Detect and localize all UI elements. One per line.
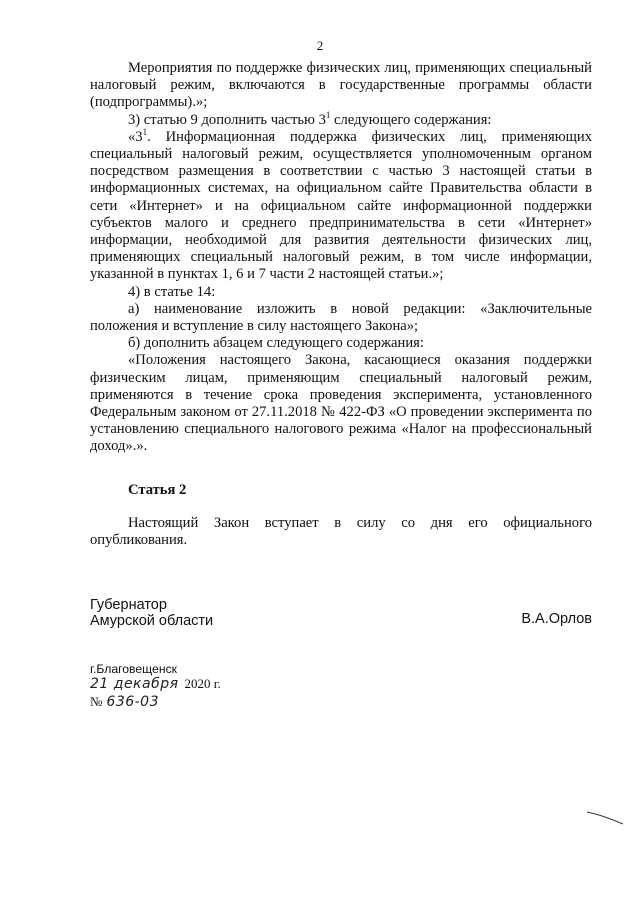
date-year: 2020 г.: [184, 676, 221, 691]
signatory-title: [90, 597, 213, 629]
signatory-name: В.А.Орлов: [521, 611, 592, 627]
law-text-body: [90, 60, 592, 456]
number-sign: №: [90, 694, 103, 709]
article-2-text: Настоящий Закон вступает в силу со дня его официального опубликования.: [90, 515, 592, 549]
part31-text: . Информационная поддержка физических лиц, применяющих специальный налоговый режим, осуществляется уполномоченным органом посредством размещения в соответствии с частью 3 настоящей статьи в информационных системах, на официальном сайте Правительства области в сети «Интернет» и на официальном сайте информационной поддержки субъектов малого и среднего предпринимательства в сети «Интернет» информации, необходимой для развития деятельности физических лиц, применяющих специальный налоговый режим, в том числе информации, указанной в пунктах 1, 6 и 7 части 2 настоящей статьи.»;: [90, 128, 592, 283]
handwritten-date: 21 декабря: [90, 676, 179, 692]
paragraph-experiment: «Положения настоящего Закона, касающиеся оказания поддержки физическим лицам, применяющим специальный налоговый режим, применяются в течение срока проведения эксперимента, установленного Федеральным законом от 27.11.2018 № 422-ФЗ «О проведении эксперимента по установлению специального налогового режима «Налог на профессиональный доход».».: [90, 352, 592, 455]
article9-text-pre: 3) статью 9 дополнить частью 3: [128, 111, 326, 128]
signing-date: [90, 676, 221, 692]
signatory-region: Амурской области: [90, 613, 214, 629]
paragraph-rename: а) наименование изложить в новой редакции: «Заключительные положения и вступление в силу настоящего Закона»;: [90, 300, 592, 335]
paragraph-article14: 4) в статье 14:: [128, 283, 216, 300]
superscript: 1: [142, 126, 148, 137]
part31-prefix: «3: [128, 128, 143, 145]
law-number: [90, 694, 159, 710]
paragraph-programs: Мероприятия по поддержке физических лиц, применяющих специальный налоговый режим, включаются в государственные программы области (подпрограммы).»;: [90, 60, 592, 111]
article9-text-post: следующего содержания:: [330, 111, 492, 128]
paragraph-add: б) дополнить абзацем следующего содержания:: [128, 335, 424, 352]
handwritten-number: 636-03: [106, 694, 159, 710]
signatory-position: Губернатор: [90, 597, 167, 613]
paragraph-information-support: [90, 126, 592, 284]
place-of-signing: г.Благовещенск: [90, 662, 177, 676]
page-number: 2: [316, 38, 324, 53]
pen-stroke-mark: [585, 808, 625, 828]
superscript: 1: [325, 109, 331, 120]
paragraph-article9: [90, 109, 592, 129]
article-2-title: Статья 2: [128, 482, 187, 498]
